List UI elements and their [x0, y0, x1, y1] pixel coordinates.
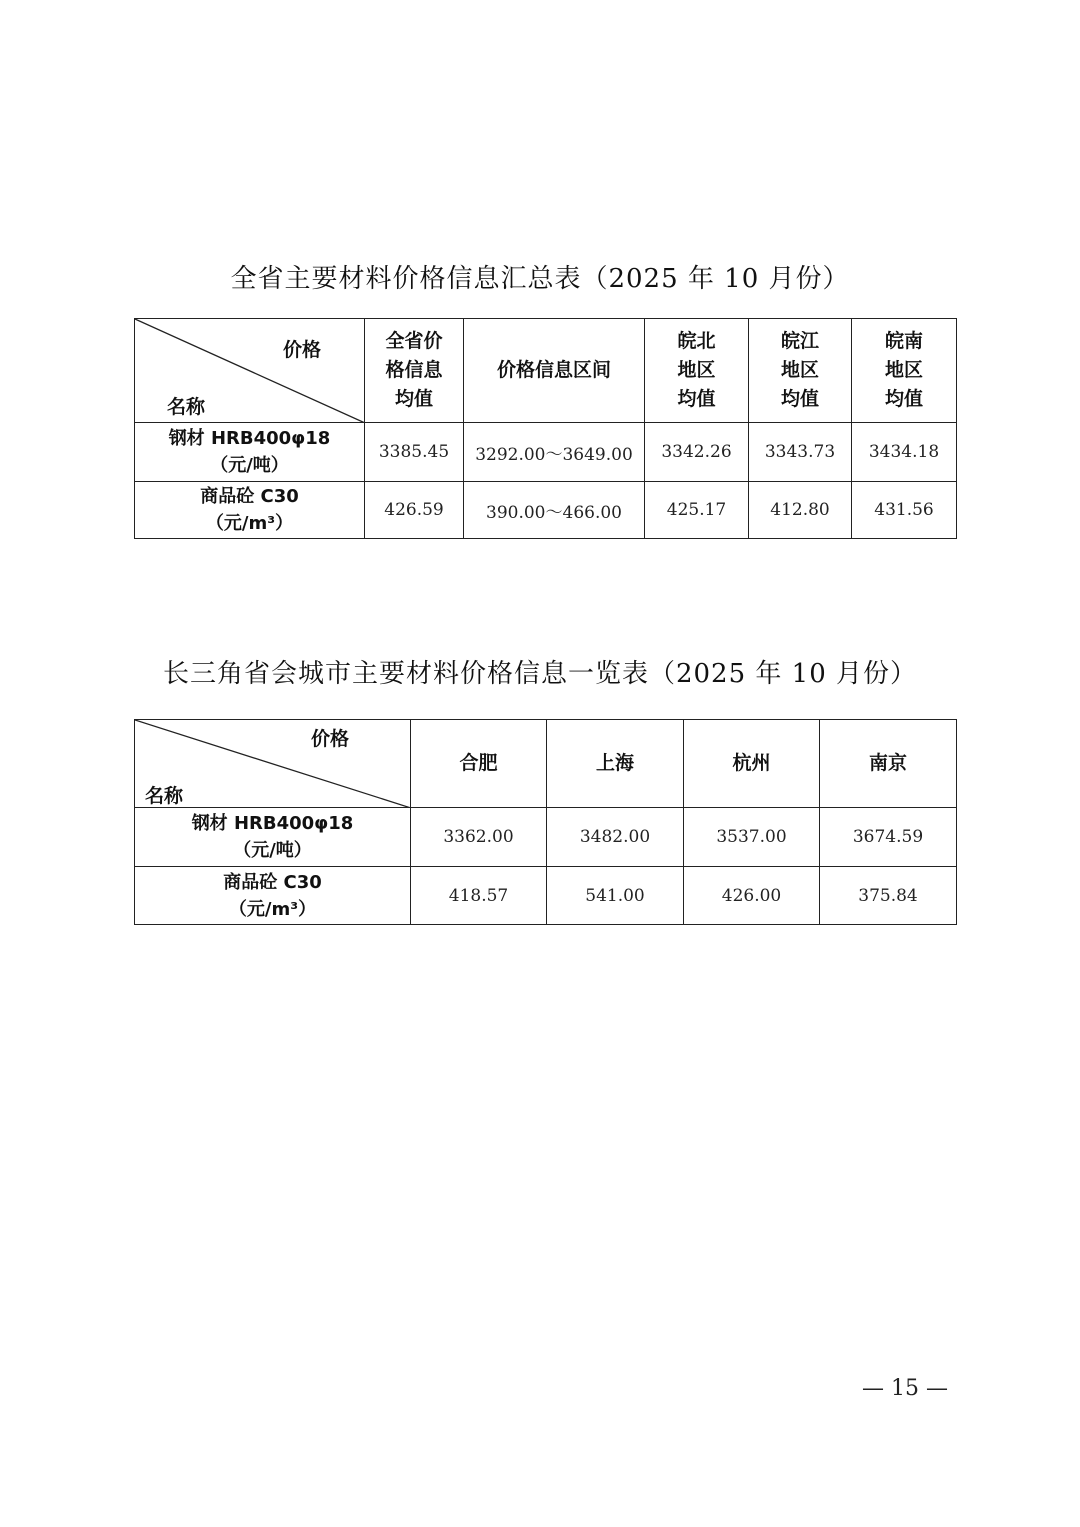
- table-cell: 3434.18: [852, 423, 957, 482]
- table-cell: 412.80: [749, 482, 852, 539]
- table-row: [135, 808, 957, 867]
- table-cell: 418.57: [411, 867, 547, 925]
- province-summary-table: [134, 318, 957, 539]
- yangtze-delta-table-title: 长三角省会城市主要材料价格信息一览表（2025 年 10 月份）: [162, 659, 918, 689]
- row-name-concrete: 商品砼 C30 （元/m³）: [135, 482, 365, 539]
- table-cell: 3362.00: [411, 808, 547, 867]
- summary-table-title: 全省主要材料价格信息汇总表（2025 年 10 月份）: [230, 264, 850, 294]
- header-wanjiang-average: 皖江 地区 均值: [749, 319, 852, 423]
- table-cell: 3292.00～3649.00: [464, 423, 645, 482]
- header-shanghai: 上海: [547, 720, 684, 808]
- table-cell: 541.00: [547, 867, 684, 925]
- header-wanbei-average: 皖北 地区 均值: [645, 319, 749, 423]
- row-name-steel: 钢材 HRB400φ18 （元/吨）: [135, 808, 411, 867]
- table-cell: 426.00: [684, 867, 820, 925]
- corner-price-label: 价格: [283, 339, 322, 361]
- table-cell: 425.17: [645, 482, 749, 539]
- header-hangzhou: 杭州: [684, 720, 820, 808]
- table-cell: 3342.26: [645, 423, 749, 482]
- table-row: [135, 867, 957, 925]
- header-wannan-average: 皖南 地区 均值: [852, 319, 957, 423]
- row-name-steel: 钢材 HRB400φ18 （元/吨）: [135, 423, 365, 482]
- header-hefei: 合肥: [411, 720, 547, 808]
- table-cell: 3385.45: [365, 423, 464, 482]
- page-number: — 15 —: [862, 1376, 948, 1401]
- header-nanjing: 南京: [820, 720, 957, 808]
- row-name-concrete: 商品砼 C30 （元/m³）: [135, 867, 411, 925]
- table-cell: 3674.59: [820, 808, 957, 867]
- table-cell: 426.59: [365, 482, 464, 539]
- table-cell: 3482.00: [547, 808, 684, 867]
- table-cell: 375.84: [820, 867, 957, 925]
- diagonal-header-cell: [135, 720, 411, 808]
- table-row: [135, 423, 957, 482]
- header-price-range: 价格信息区间: [464, 319, 645, 423]
- diagonal-header-cell: [135, 319, 365, 423]
- corner-name-label: 名称: [145, 785, 184, 807]
- table-header-row: [135, 720, 957, 808]
- corner-price-label: 价格: [311, 728, 350, 750]
- table-cell: 3343.73: [749, 423, 852, 482]
- table-cell: 390.00～466.00: [464, 482, 645, 539]
- table-row: [135, 482, 957, 539]
- table-cell: 3537.00: [684, 808, 820, 867]
- table-header-row: [135, 319, 957, 423]
- corner-name-label: 名称: [167, 396, 206, 418]
- table-cell: 431.56: [852, 482, 957, 539]
- yangtze-delta-table: [134, 719, 957, 925]
- header-province-average: 全省价 格信息 均值: [365, 319, 464, 423]
